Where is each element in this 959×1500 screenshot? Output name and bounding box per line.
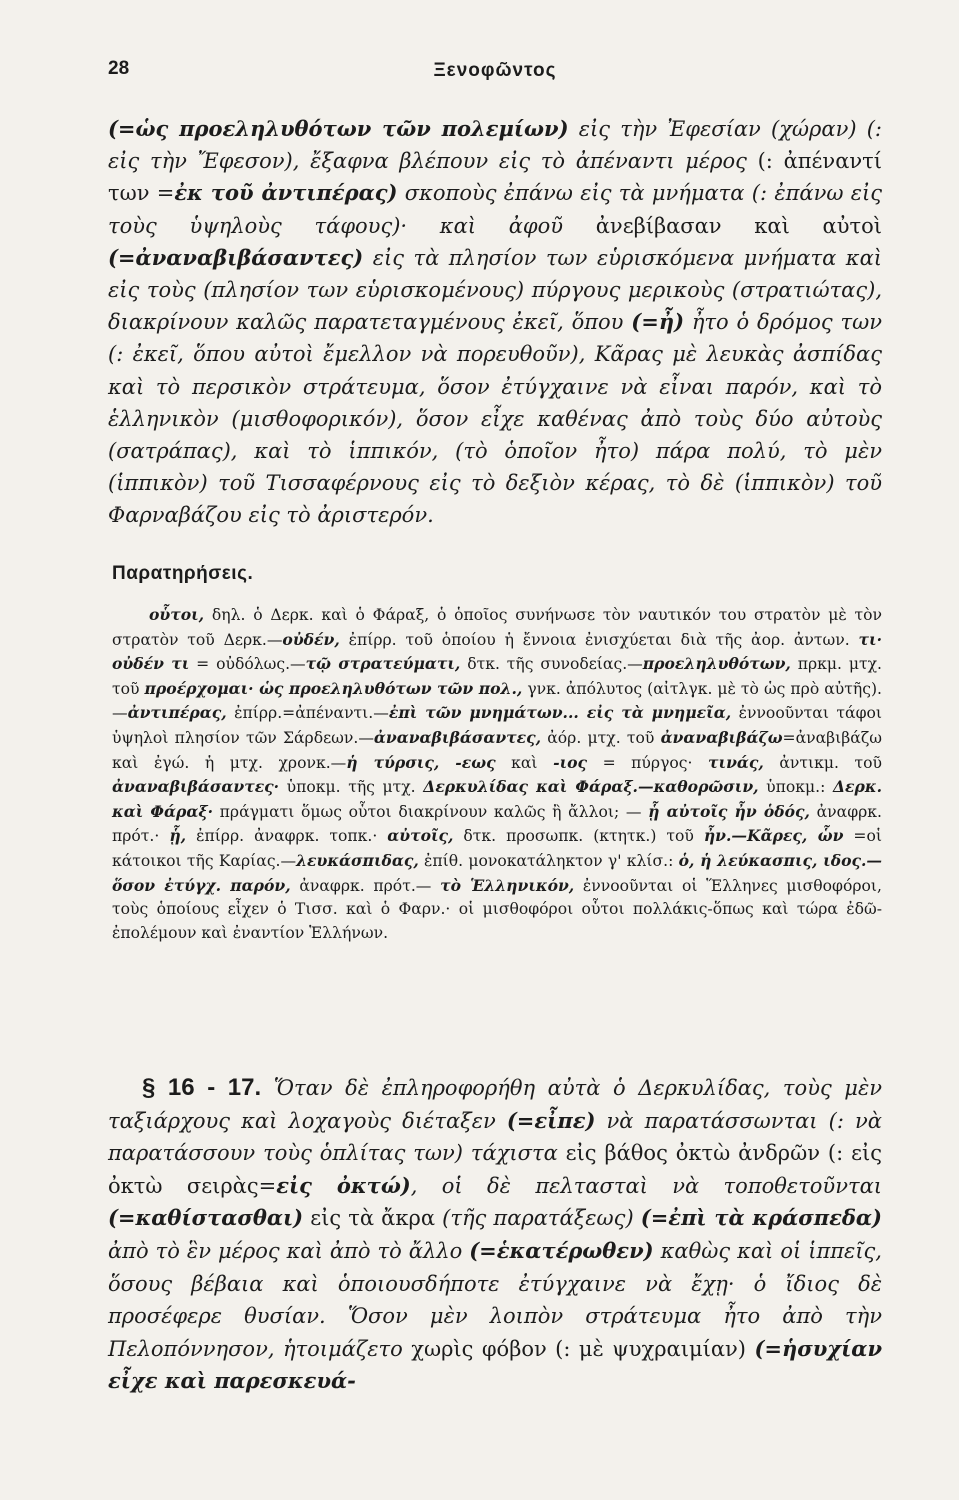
text-run: , οἱ δὲ πελτασταὶ νὰ τοποθετοῦνται xyxy=(410,1173,882,1198)
term: ἦν.—Κᾶρες, ὧν xyxy=(703,826,844,846)
term: οὐδέν, xyxy=(282,629,340,649)
text-run: ἀνεβίβασαν καὶ αὐτοὶ xyxy=(595,213,882,238)
term: ἡ τύρσις, -εως xyxy=(346,752,496,772)
term: τὸ Ἑλληνικόν, xyxy=(440,875,575,895)
text-run: ἦτο ὁ δρόμος των (: ἐκεῖ, ὅπου αὐτοὶ ἔμελλον νὰ πορευθοῦν), Κᾶρας μὲ λευκὰς ἀσπίδας καὶ τὸ περσικὸν στράτευμα, ὅσον ἐτύγχαινε νὰ εἶναι παρόν, καὶ τὸ ἑλληνικὸν (μισθοφορικόν), ὅσον εἶχε καθένας ἀπὸ τοὺς δύο αὐτοὺς (σατράπας), καὶ τὸ ἱππικόν, (τὸ ὁποῖον ἦτο) πάρα πολύ, τὸ μὲν (ἱππικὸν) τοῦ Τισσαφέρνους εἰς τὸ δεξιὸν κέρας, τὸ δὲ (ἱππικὸν) τοῦ Φαρναβάζου εἰς τὸ ἀριστερόν. xyxy=(108,310,882,528)
text-run: δτκ. τῆς συνοδείας.— xyxy=(460,655,643,674)
term: οὗτοι, xyxy=(149,605,205,624)
text-run: ἀόρ. μτχ. τοῦ xyxy=(541,728,661,747)
text-run: Ὅταν δὲ ἐπληροφορήθη αὐτὰ ὁ Δερκυλίδας, τοὺς μὲν ταξιάρχους καὶ λοχαγοὺς διέταξεν xyxy=(108,1076,882,1133)
notes-block xyxy=(112,603,882,945)
gloss: (=ἦ) xyxy=(631,309,685,335)
page-number: 28 xyxy=(108,58,130,79)
term: Δερκυλίδας καὶ Φάραξ.—καθορῶσιν, xyxy=(423,777,759,797)
text-run: ὑποκμ. τῆς μτχ. xyxy=(279,778,424,797)
text-run: =ἀναβιβάζω καὶ ἐγώ. ἡ μτχ. χρονκ.— xyxy=(112,728,882,772)
term: ᾗ αὐτοῖς ἦν ὁδός, xyxy=(648,801,810,821)
text-run: δηλ. ὁ Δερκ. καὶ ὁ Φάραξ, ὁ ὁποῖος συνήνωσε τὸν ναυτικόν του στρατὸν μὲ τὸν στρατὸν τοῦ Δερκ.— xyxy=(112,606,882,649)
text-run: ἀπὸ τὸ ἓν μέρος καὶ ἀπὸ τὸ ἄλλο xyxy=(108,1238,470,1263)
gloss: (=ἑκατέρωθεν) xyxy=(469,1237,654,1263)
term: λευκάσπιδας, xyxy=(296,850,419,870)
text-run: εἰς βάθος ὀκτὼ ἀνδρῶν (: εἰς ὀκτὼ σειρὰς= xyxy=(108,1141,882,1198)
notes-heading: Παρατηρήσεις. xyxy=(112,563,254,584)
term: ἀναναβιβάζω xyxy=(660,727,783,747)
term: προεληλυθότων, xyxy=(642,654,791,674)
text-run: σκοποὺς ἐπάνω εἰς τὰ μνήματα (: ἐπάνω εἰς τοὺς ὑψηλοὺς τάφους)· καὶ ἀφοῦ xyxy=(108,181,883,238)
gloss: εἰς ὀκτώ) xyxy=(276,1172,411,1198)
text-run: ὑποκμ.: xyxy=(758,778,833,797)
section-number: § 16 - 17. xyxy=(142,1074,262,1101)
term: ᾗ, xyxy=(169,826,187,846)
section-paragraph xyxy=(108,1072,882,1398)
text-run: ἐννοοῦνται τάφοι ὑψηλοὶ πλησίον τῶν Σάρδεων.— xyxy=(112,704,883,747)
text-run: ἐπίθ. μονοκατάληκτον γ' κλίσ.: xyxy=(418,851,679,870)
text-run: ἀντικμ. τοῦ xyxy=(763,753,882,772)
gloss: ἐκ τοῦ ἀντιπέρας) xyxy=(174,180,398,206)
page-header xyxy=(100,58,890,88)
text-run: ἐννοοῦνται οἱ Ἕλληνες μισθοφόροι, τοὺς ὁποίους εἶχεν ὁ Τισσ. καὶ ὁ Φαρν.· οἱ μισθοφόροι οὗτοι πολλάκις-ὅπως καὶ τώρα ἐδῶ-ἐπολέμουν καὶ ἐναντίον Ἑλλήνων. xyxy=(112,876,882,942)
term: ἀναναβιβάσαντες, xyxy=(373,727,542,747)
text-run: =οἱ κάτοικοι τῆς Καρίας.— xyxy=(112,827,883,870)
notes-paragraph xyxy=(112,603,882,945)
term: αὐτοῖς, xyxy=(387,826,454,846)
term: -ιος xyxy=(553,752,588,772)
term: ἀναναβιβάσαντες· xyxy=(112,777,280,797)
term: Δερκ. καὶ Φάραξ· xyxy=(112,777,883,821)
text-run: καθὼς καὶ οἱ ἱππεῖς, ὅσους βέβαια καὶ ὁποιουσδήποτε ἐτύγχαινε νὰ ἔχῃ· ὁ ἴδιος δὲ προσέφερε θυσίαν. Ὅσον μὲν λοιπὸν στράτευμα ἦτο ἀπὸ τὴν Πελοπόννησον, ἡτοιμάζετο xyxy=(108,1238,882,1361)
text-run: = οὐδόλως.— xyxy=(189,655,306,674)
term: τινάς, xyxy=(708,752,764,772)
text-run: εἰς τὴν Ἐφεσίαν (χώραν) (: εἰς τὴν Ἔφεσον), ἔξαφνα βλέπουν εἰς τὸ ἀπέναντι μέρος xyxy=(108,117,882,174)
text-run: ἐπίρρ.=ἀπέναντι.— xyxy=(226,704,389,723)
running-head: Ξενοφῶντος xyxy=(433,60,557,81)
text-run: εἰς τὰ πλησίον των εὑρισκόμενα μνήματα καὶ εἰς τοὺς (πλησίον των εὑρισκομένους) πύργους μερικοὺς (στρατιώτας), διακρίνουν καλῶς παρατεταγμένους ἐκεῖ, ὅπου xyxy=(108,245,882,335)
text-run: ἀναφρκ. πρότ.— xyxy=(290,876,441,895)
text-run: (: ἀπέναντί των = xyxy=(108,149,882,206)
gloss: (=ἀναναβιβάσαντες) xyxy=(108,244,364,270)
text-run: γνκ. ἀπόλυτος (αἰτλγκ. μὲ τὸ ὡς πρὸ αὐτῆς).— xyxy=(112,679,882,723)
text-run: = πύργος· xyxy=(587,753,709,772)
text-run: ἐπίρρ. τοῦ ὁποίου ἡ ἔννοια ἐνισχύεται διὰ τῆς ἀορ. ἀντων. xyxy=(339,630,859,649)
gloss: (=ἡσυχίαν εἶχε καὶ παρεσκευά- xyxy=(108,1335,883,1394)
term: προέρχομαι· ὡς προεληλυθότων τῶν πολ., xyxy=(144,678,523,698)
text-run: νὰ παρατάσσωνται (: νὰ παρατάσσουν τοὺς ὁπλίτας των) τάχιστα xyxy=(108,1108,882,1166)
text-run: ἀναφρκ. πρότ.· xyxy=(112,802,882,846)
gloss: (=καθίστασθαι) xyxy=(108,1205,304,1231)
gloss: (=ἐπὶ τὰ κράσπεδα) xyxy=(640,1205,882,1231)
gloss: (=εἶπε) xyxy=(506,1107,596,1133)
term: ὁ, ἡ λεύκασπις, ιδος.— ὅσον ἐτύγχ. παρόν, xyxy=(112,850,883,895)
text-run: πράγματι ὅμως οὗτοι διακρίνουν καλῶς ἢ ἄλλοι; — xyxy=(213,802,649,821)
text-run: καὶ xyxy=(495,753,554,772)
text-run: (τῆς παρατάξεως) xyxy=(435,1206,641,1231)
term: τῷ στρατεύματι, xyxy=(305,654,461,674)
translation-paragraph xyxy=(108,113,882,532)
text-run: χωρὶς φόβον (: μὲ ψυχραιμίαν) xyxy=(411,1336,746,1361)
text-run: πρκμ. μτχ. τοῦ xyxy=(112,655,882,698)
text-run: ἐπίρρ. ἀναφρκ. τοπκ.· xyxy=(186,827,388,846)
text-run: εἰς τὰ ἄκρα xyxy=(310,1206,436,1231)
term: τι· οὐδέν τι xyxy=(112,629,882,674)
term: ἀντιπέρας, xyxy=(127,703,227,723)
term: ἐπὶ τῶν μνημάτων... εἰς τὰ μνημεῖα, xyxy=(388,703,732,723)
text-run: δτκ. προσωπκ. (κτητκ.) τοῦ xyxy=(453,827,704,846)
gloss: (=ὡς προεληλυθότων τῶν πολεμίων) xyxy=(108,116,569,141)
